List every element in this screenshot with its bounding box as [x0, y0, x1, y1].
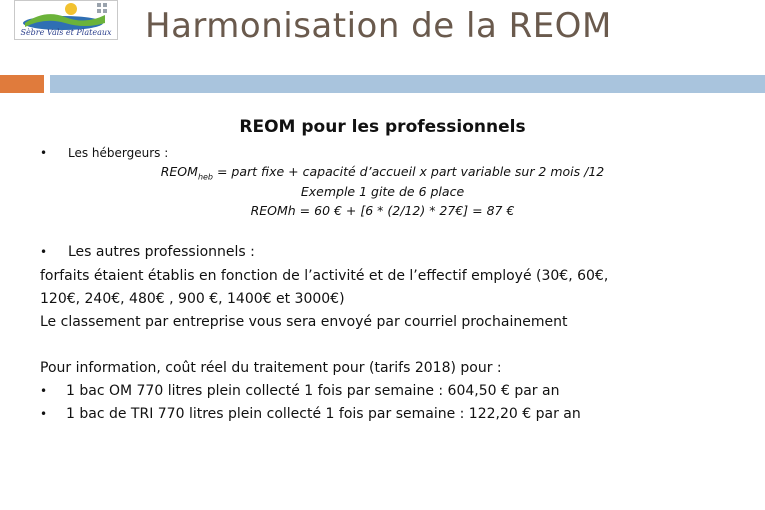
- autres-label: Les autres professionnels :: [68, 244, 255, 260]
- logo-graphic: [15, 1, 119, 31]
- accent-bar-blue: [50, 75, 765, 93]
- bullet-autres: •: [40, 245, 48, 259]
- info-item-1: 1 bac OM 770 litres plein collecté 1 fois par semaine : 604,50 € par an: [66, 383, 560, 399]
- autres-line-3: Le classement par entreprise vous sera envoyé par courriel prochainement: [40, 314, 568, 330]
- logo-text: Sèbre Vals et Plateaux: [20, 28, 112, 37]
- hebergeurs-label: Les hébergeurs :: [68, 146, 169, 160]
- hebergeurs-formula: [0, 164, 765, 182]
- autres-line-1: forfaits étaient établis en fonction de l’activité et de l’effectif employé (30€, 60€,: [40, 268, 609, 284]
- accent-bar-orange: [0, 75, 44, 93]
- page-title: Harmonisation de la REOM: [145, 6, 612, 46]
- autres-line-2: 120€, 240€, 480€ , 900 €, 1400€ et 3000€): [40, 291, 345, 307]
- formula-prefix: REOM: [160, 164, 198, 179]
- bullet-hebergeurs: •: [40, 146, 48, 160]
- bullet-info-1: •: [40, 384, 48, 398]
- bullet-info-2: •: [40, 407, 48, 421]
- hebergeurs-example: Exemple 1 gite de 6 place: [300, 184, 465, 199]
- logo: [14, 0, 118, 40]
- info-item-2: 1 bac de TRI 770 litres plein collecté 1 fois par semaine : 122,20 € par an: [66, 406, 581, 422]
- formula-rest: = part fixe + capacité d’accueil x part variable sur 2 mois /12: [213, 164, 605, 179]
- info-intro: Pour information, coût réel du traitement pour (tarifs 2018) pour :: [40, 360, 502, 376]
- slide-subtitle: REOM pour les professionnels: [239, 117, 526, 137]
- formula-subscript: heb: [197, 172, 214, 182]
- hebergeurs-example-calc: REOMh = 60 € + [6 * (2/12) * 27€] = 87 €: [250, 203, 515, 218]
